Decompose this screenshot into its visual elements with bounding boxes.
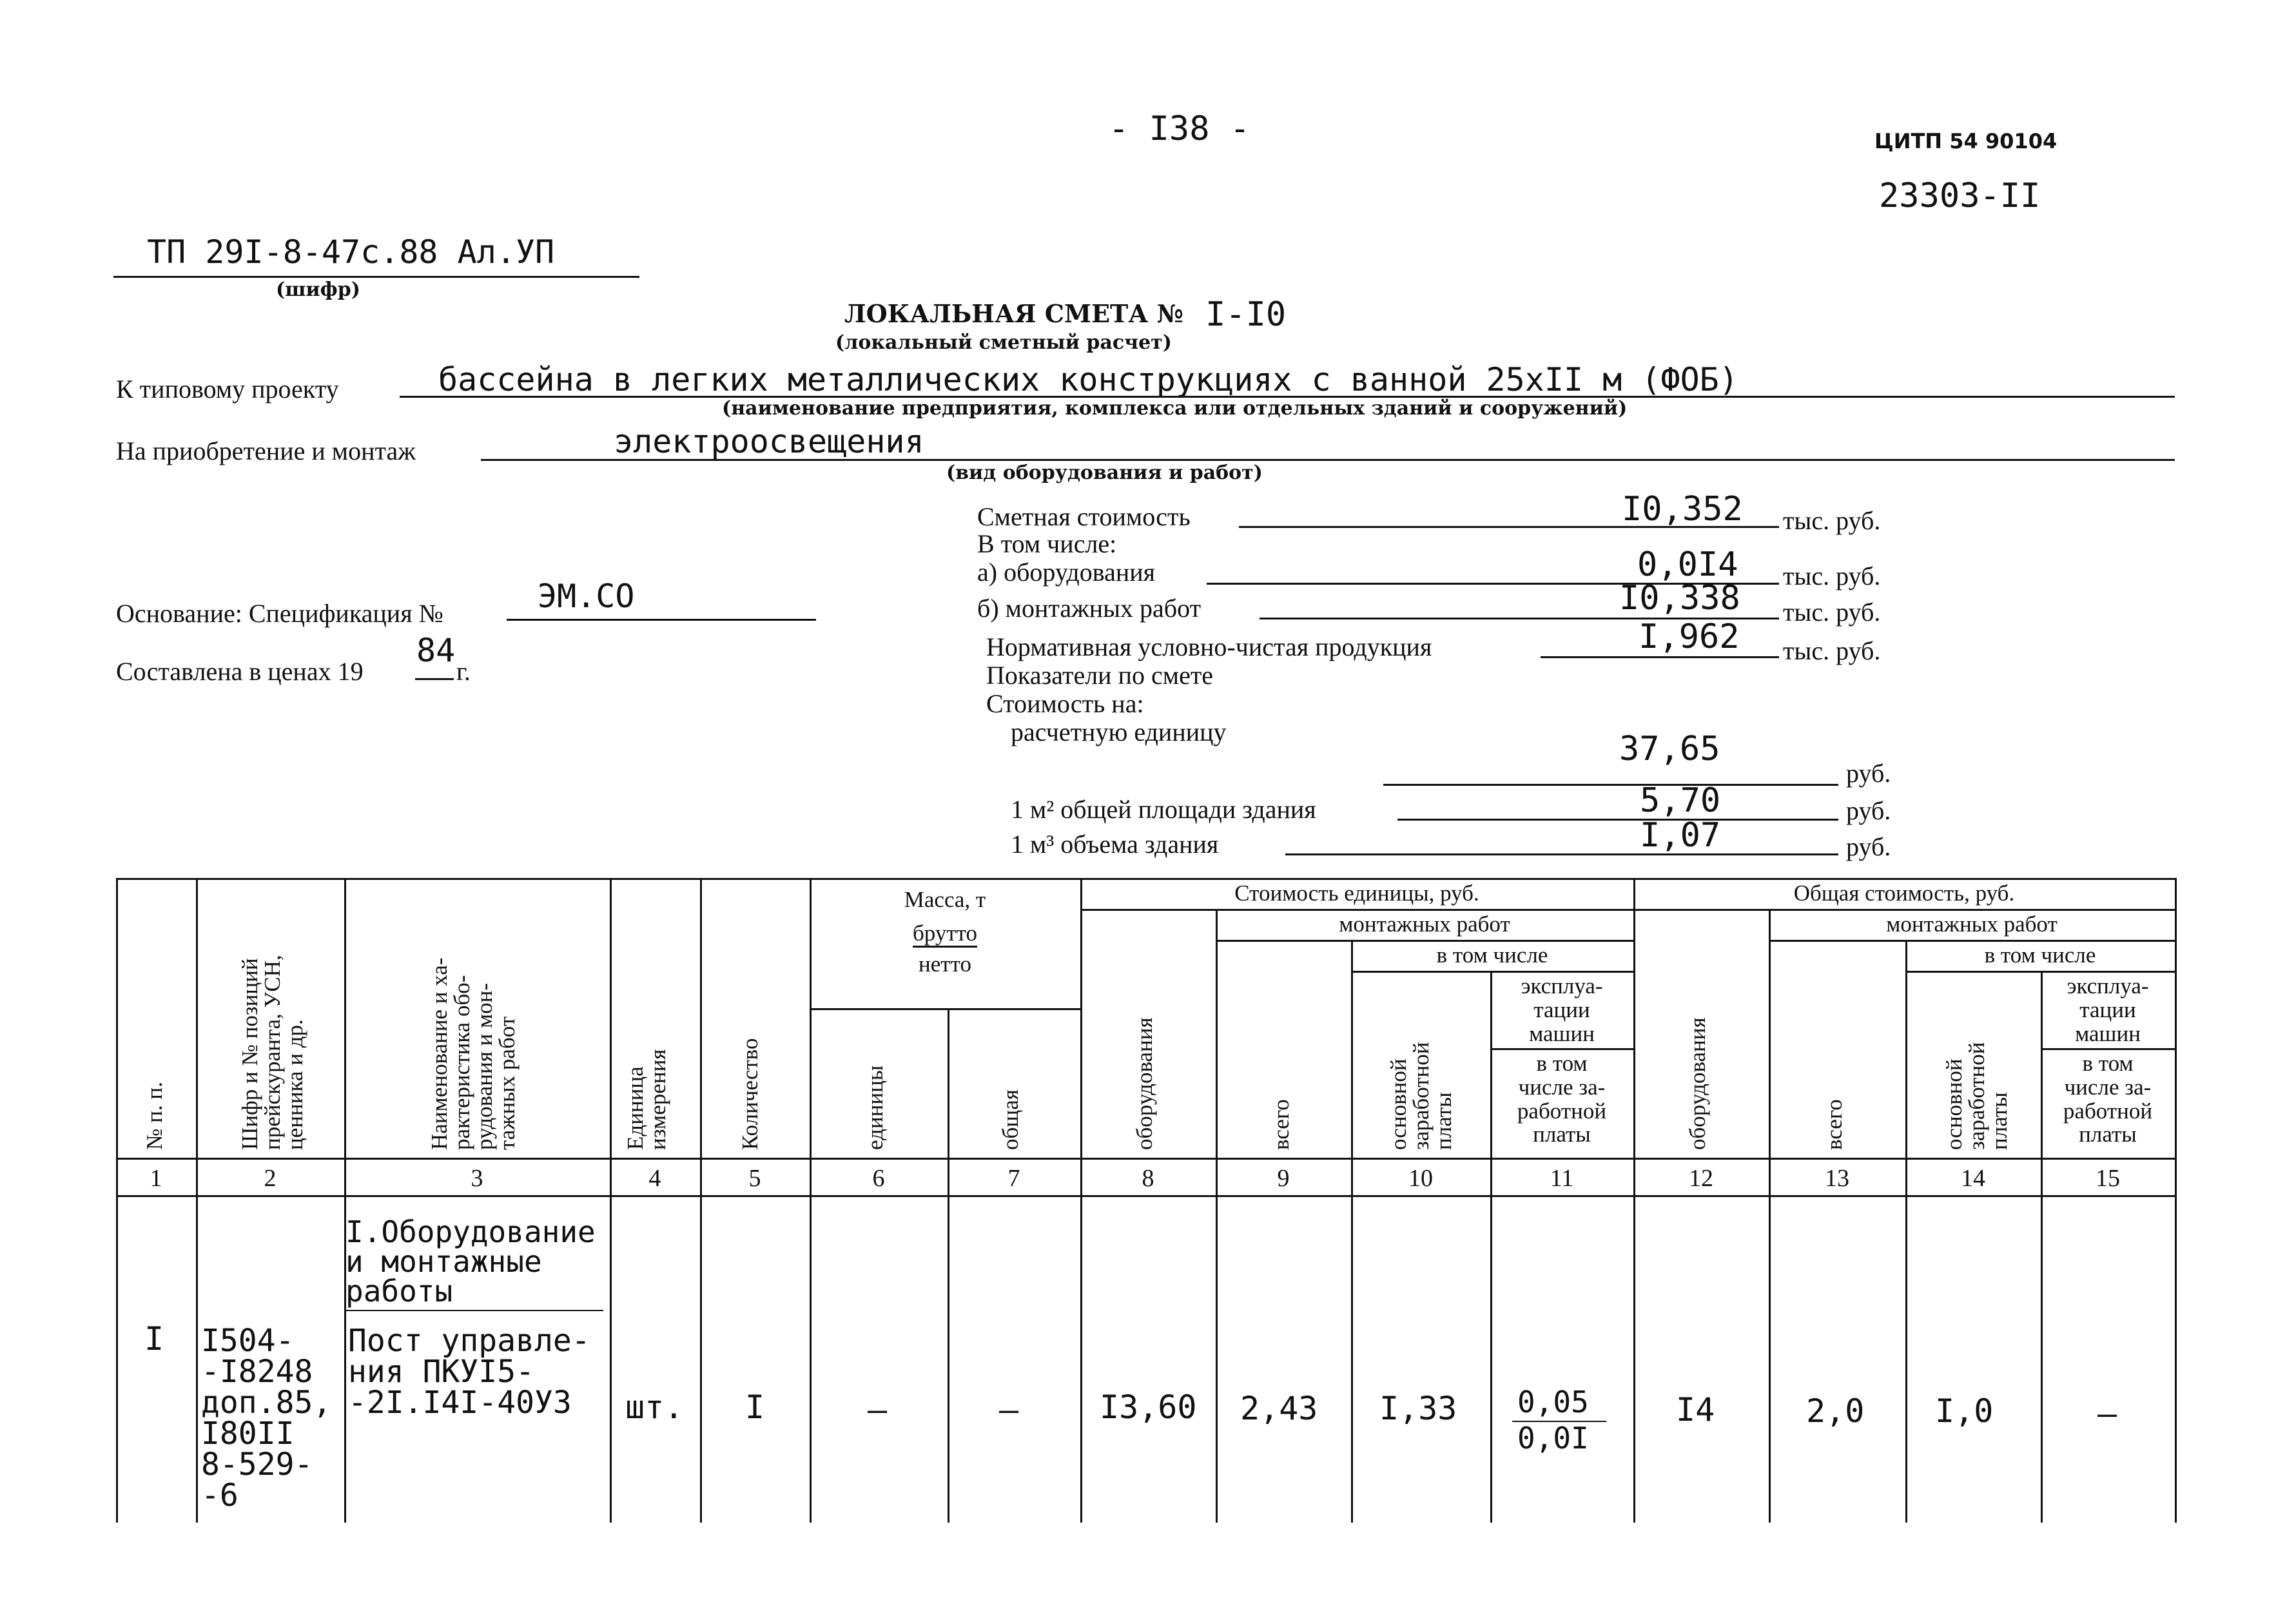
per-area-value: 5,70	[1640, 781, 1721, 820]
per-area-underline	[1397, 819, 1838, 821]
equipment-cost-label: а) оборудования	[977, 558, 1156, 587]
normative-value: I,962	[1639, 618, 1740, 656]
cipher-underline	[113, 276, 639, 278]
header-col12: оборудования	[1685, 1017, 1710, 1150]
header-col2: Шифр и № позиций прейскуранта, УСН, ценника и др.	[237, 955, 307, 1150]
header-line-install-total	[1769, 940, 2175, 942]
col-number-10: 10	[1408, 1165, 1433, 1192]
col-line-4	[700, 878, 702, 1523]
section-title-underline	[345, 1310, 603, 1311]
header-install: монтажных работ	[1339, 911, 1510, 937]
basis-underline	[507, 619, 816, 621]
col-line-7	[1080, 878, 1082, 1523]
col-number-1: 1	[150, 1165, 162, 1192]
col-line-1	[196, 878, 198, 1523]
header-incl-total: в том числе	[1984, 942, 2096, 968]
col-line-12	[1769, 909, 1771, 1523]
header-incl: в том числе	[1436, 942, 1548, 968]
col-number-15: 15	[2096, 1165, 2120, 1192]
header-col10: основной заработной платы	[1386, 1042, 1456, 1150]
equipment-cost-value: 0,0I4	[1637, 545, 1738, 584]
col-number-7: 7	[1007, 1165, 1020, 1192]
header-col11-salary: в том числе за- работной платы	[1517, 1051, 1607, 1147]
col-number-12: 12	[1689, 1165, 1713, 1192]
per-area-unit: руб.	[1846, 796, 1891, 825]
header-col1: № п. п.	[142, 1082, 167, 1150]
header-col9: всего	[1269, 1099, 1294, 1150]
row-number: I	[144, 1320, 164, 1358]
installation-cost-unit: тыс. руб.	[1783, 598, 1881, 627]
col-line-8	[1216, 909, 1218, 1523]
project-caption: (наименование предприятия, комплекса или отдельных зданий и сооружений)	[722, 397, 1628, 420]
cost-per-label: Стоимость на:	[986, 689, 1144, 718]
col-line-11	[1633, 878, 1635, 1523]
row-mass-unit: –	[868, 1391, 888, 1428]
row-total-equipment: I4	[1676, 1391, 1715, 1428]
estimate-subtitle: (локальный сметный расчет)	[835, 331, 1172, 354]
cipher-caption: (шифр)	[276, 278, 360, 301]
per-volume-label: 1 м³ объема здания	[1011, 830, 1219, 859]
row-total-salary: I,0	[1935, 1392, 1994, 1430]
col-number-13: 13	[1825, 1165, 1849, 1192]
estimated-cost-unit: тыс. руб.	[1783, 506, 1881, 535]
estimate-title: ЛОКАЛЬНАЯ СМЕТА №	[844, 299, 1183, 328]
header-col15-machines: эксплуа- тации машин	[2067, 973, 2149, 1046]
installation-cost-label: б) монтажных работ	[977, 594, 1202, 623]
purchase-label: На приобретение и монтаж	[116, 436, 416, 465]
header-install-total: монтажных работ	[1886, 911, 2058, 937]
project-label: К типовому проекту	[116, 375, 339, 404]
normative-unit: тыс. руб.	[1783, 636, 1881, 665]
per-volume-value: I,07	[1640, 816, 1721, 855]
header-col6: единицы	[862, 1065, 888, 1150]
per-area-label: 1 м² общей площади здания	[1011, 795, 1316, 824]
header-line-incl	[1351, 971, 1633, 973]
col-number-4: 4	[648, 1165, 661, 1192]
header-col5: Количество	[737, 1038, 763, 1150]
header-col3: Наименование и ха- рактеристика обо- рудования и мон- тажных работ	[427, 957, 520, 1150]
header-col14: основной заработной платы	[1941, 1042, 2012, 1150]
per-unit-unit: руб.	[1846, 759, 1891, 788]
col-line-2	[344, 878, 346, 1523]
header-col8: оборудования	[1132, 1017, 1157, 1150]
header-line-incl-total	[1905, 971, 2175, 973]
including-label: В том числе:	[977, 529, 1117, 558]
per-volume-underline	[1285, 853, 1838, 855]
col-number-5: 5	[748, 1165, 761, 1192]
row-install-total: 2,43	[1240, 1390, 1318, 1427]
row-total-machines: –	[2097, 1395, 2117, 1432]
numbers-bottom-line	[116, 1195, 2175, 1197]
catalog-code: ЦИТП 54 90104	[1874, 129, 2058, 153]
page-number: - I38 -	[1109, 110, 1250, 148]
col-line-15	[2175, 878, 2177, 1523]
header-line-mass	[810, 1008, 1080, 1010]
table-top-border	[116, 878, 2175, 880]
header-line-machines	[1490, 1048, 1633, 1050]
row-total-install: 2,0	[1806, 1392, 1865, 1430]
row-machines: 0,05	[1517, 1385, 1589, 1419]
installation-cost-value: I0,338	[1619, 579, 1740, 618]
header-unit-cost: Стоимость единицы, руб.	[1234, 881, 1479, 906]
estimate-number: I-I0	[1205, 295, 1287, 334]
normative-label: Нормативная условно-чистая продукция	[986, 632, 1432, 661]
normative-underline	[1541, 656, 1779, 658]
purchase-caption: (вид оборудования и работ)	[946, 462, 1263, 484]
header-col13: всего	[1822, 1099, 1847, 1150]
header-col11-machines: эксплуа- тации машин	[1521, 973, 1603, 1046]
header-line-install	[1216, 940, 1633, 942]
project-value: бассейна в легких металлических конструкциях с ванной 25хII м (ФОБ)	[438, 361, 1738, 398]
row-name: Пост управле- ния ПКУI5- -2I.I4I-40УЗ	[348, 1323, 590, 1421]
col-number-14: 14	[1961, 1165, 1985, 1192]
col-line-13	[1905, 940, 1907, 1523]
col-number-8: 8	[1142, 1165, 1154, 1192]
row-mass-total: –	[999, 1391, 1019, 1428]
col-line-3	[610, 878, 612, 1523]
per-unit-underline	[1383, 784, 1838, 786]
header-bottom-line	[116, 1158, 2175, 1160]
header-total-cost: Общая стоимость, руб.	[1793, 881, 2015, 906]
header-brutto: брутто	[913, 921, 977, 946]
prices-label: Составлена в ценах 19	[116, 657, 364, 686]
equipment-cost-unit: тыс. руб.	[1783, 561, 1881, 590]
header-line-machines-total	[2041, 1048, 2175, 1050]
row-quantity: I	[745, 1389, 765, 1426]
row-code: I504- -I8248 доп.85, I80II 8-529- -6	[201, 1323, 332, 1514]
indicators-label: Показатели по смете	[986, 661, 1214, 690]
section-title: I.Оборудование и монтажные работы	[345, 1214, 596, 1309]
estimate-table	[116, 878, 2175, 1523]
col-line-0	[116, 878, 118, 1523]
header-col7: общая	[998, 1089, 1023, 1150]
col-number-3: 3	[471, 1165, 483, 1192]
estimated-cost-value: I0,352	[1622, 490, 1743, 529]
basis-label: Основание: Спецификация №	[116, 599, 443, 628]
header-mass: Масса, т	[904, 887, 986, 912]
row-unit: шт.	[625, 1389, 684, 1426]
header-col15-salary: в том числе за- работной платы	[2063, 1051, 2153, 1147]
header-netto: нетто	[919, 951, 971, 977]
col-line-9	[1351, 940, 1353, 1523]
document-number: 23303-II	[1879, 177, 2041, 215]
purchase-value: электроосвещения	[614, 423, 924, 460]
col-number-9: 9	[1277, 1165, 1290, 1192]
per-unit-label: расчетную единицу	[1011, 717, 1227, 746]
basis-value: ЭМ.СО	[538, 578, 635, 615]
per-volume-unit: руб.	[1846, 832, 1891, 861]
purchase-underline	[481, 459, 2175, 461]
prices-year-underline	[415, 678, 454, 680]
col-line-6	[948, 1008, 949, 1523]
estimated-cost-underline	[1239, 526, 1779, 528]
col-number-6: 6	[872, 1165, 885, 1192]
col-number-2: 2	[264, 1165, 277, 1192]
row-equipment-cost: I3,60	[1100, 1389, 1197, 1426]
estimated-cost-label: Сметная стоимость	[977, 502, 1191, 531]
row-install-salary: I,33	[1379, 1390, 1457, 1427]
row-machines-salary: 0,0I	[1517, 1421, 1589, 1456]
col-number-11: 11	[1550, 1165, 1574, 1192]
prices-year: 84	[416, 632, 456, 669]
per-unit-value: 37,65	[1619, 730, 1720, 768]
header-line-unit-cost	[1080, 909, 2175, 911]
header-col4: Единица измерения	[623, 1049, 670, 1150]
prices-suffix: г.	[456, 657, 471, 686]
cipher-value: ТП 29I-8-47с.88 Ал.УП	[147, 233, 555, 271]
